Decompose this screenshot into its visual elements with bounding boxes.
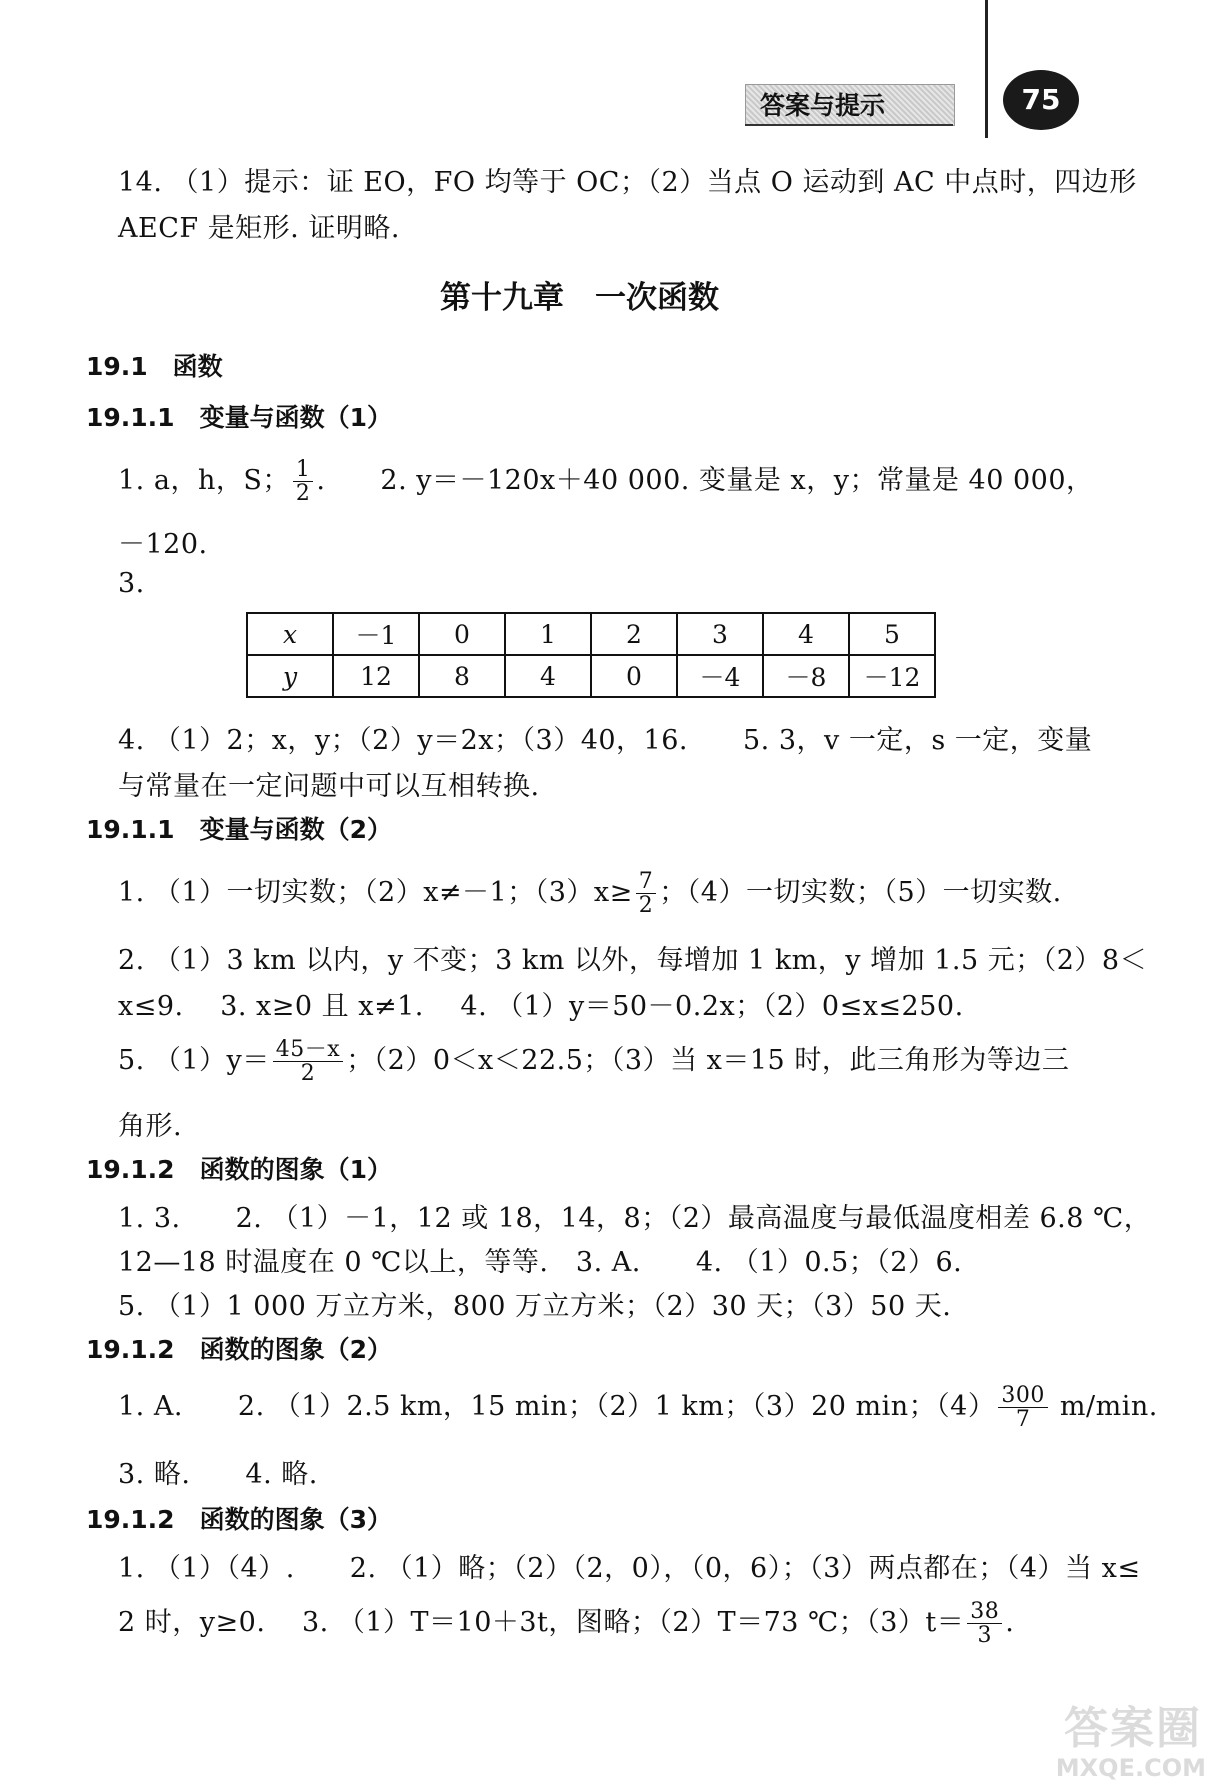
table-cell: 3 (677, 613, 763, 655)
watermark-top-text: 答案圈 (1064, 1703, 1202, 1754)
section-19-1-1a-title: 19.1.1 变量与函数（1） (86, 403, 392, 432)
chapter-title: 第十九章 一次函数 (440, 280, 719, 316)
fraction (636, 870, 657, 917)
table-cell: 0 (591, 655, 677, 697)
fraction-denominator: 2 (638, 893, 654, 919)
answer-line: 与常量在一定问题中可以互相转换. (118, 771, 540, 802)
table-cell: 5 (849, 613, 935, 655)
answer-line: 角形. (118, 1111, 183, 1142)
answer-line: －120. (118, 529, 208, 560)
answer-line: x≤9. 3. x≥0 且 x≠1. 4. （1）y＝50－0.2x；（2）0≤x≤250. (118, 991, 964, 1022)
table-cell: 12 (333, 655, 419, 697)
page-number-badge: 75 (1003, 70, 1079, 130)
fraction-numerator: 1 (293, 458, 314, 482)
section-19-1-title: 19.1 函数 (86, 352, 223, 381)
table-cell: 4 (505, 655, 591, 697)
fraction-numerator: 38 (967, 1600, 1002, 1624)
fraction-denominator: 3 (977, 1623, 993, 1649)
table-cell: 4 (763, 613, 849, 655)
answer-text: 1. a，h，S； (118, 465, 290, 497)
answer-line: 3. 略. 4. 略. (118, 1459, 318, 1490)
answer-text: ；（4）一切实数；（5）一切实数. (659, 877, 1062, 909)
table-cell: －12 (849, 655, 935, 697)
q14-line1: 14. （1）提示：证 EO，FO 均等于 OC；（2）当点 O 运动到 AC 中点时，四边形 (118, 167, 1137, 198)
table-cell: y (247, 655, 333, 697)
fraction-numerator: 300 (998, 1384, 1048, 1408)
answer-line (118, 870, 1062, 917)
answer-line (118, 1038, 1069, 1085)
table-cell: －4 (677, 655, 763, 697)
fraction-numerator: 7 (636, 870, 657, 894)
fraction (998, 1384, 1048, 1431)
fraction-numerator: 45－x (273, 1038, 343, 1062)
answer-line: 5. （1）1 000 万立方米，800 万立方米；（2）30 天；（3）50 天. (118, 1291, 952, 1322)
header-underline (745, 124, 953, 126)
table-row (247, 613, 935, 655)
answer-line (118, 1600, 1014, 1647)
table-cell: －8 (763, 655, 849, 697)
answer-line: 2. （1）3 km 以内，y 不变；3 km 以外，每增加 1 km，y 增加 1.5 元；（2）8＜ (118, 945, 1148, 976)
header-vertical-rule (985, 0, 988, 138)
table-cell: x (247, 613, 333, 655)
watermark-logo (1012, 1688, 1212, 1784)
answer-text: 1. A. 2. （1）2.5 km，15 min；（2）1 km；（3）20 min；（4） (118, 1391, 996, 1423)
watermark-bottom-text: MXQE.COM (1055, 1754, 1206, 1782)
table-cell: 8 (419, 655, 505, 697)
answer-line: 3. (118, 568, 145, 599)
table-cell: 1 (505, 613, 591, 655)
header-section-tab: 答案与提示 (760, 91, 886, 120)
value-table (246, 612, 936, 698)
answer-line (118, 458, 1094, 505)
answer-text: . 2. y＝－120x＋40 000. 变量是 x，y；常量是 40 000， (316, 465, 1094, 497)
answer-line: 1. （1）（4）. 2. （1）略；（2）（2，0），（0，6）；（3）两点都在；（4）当 x≤ (118, 1553, 1141, 1584)
table-row (247, 655, 935, 697)
answer-text: 2 时，y≥0. 3. （1）T＝10＋3t，图略；（2）T＝73 ℃；（3）t＝ (118, 1607, 965, 1639)
answer-line: 4. （1）2；x，y；（2）y＝2x；（3）40，16. 5. 3，v 一定，s 一定，变量 (118, 725, 1093, 756)
fraction-denominator: 2 (300, 1061, 316, 1087)
answer-text: ；（2）0＜x＜22.5；（3）当 x＝15 时，此三角形为等边三 (346, 1045, 1070, 1077)
fraction-denominator: 2 (295, 481, 311, 507)
section-19-1-2b-title: 19.1.2 函数的图象（2） (86, 1335, 392, 1364)
fraction (293, 458, 314, 505)
answer-line: 1. 3. 2. （1）－1，12 或 18，14，8；（2）最高温度与最低温度相差 6.8 ℃， (118, 1203, 1152, 1234)
fraction (967, 1600, 1002, 1647)
section-19-1-1b-title: 19.1.1 变量与函数（2） (86, 815, 392, 844)
answer-text: m/min. (1050, 1391, 1158, 1423)
fraction-denominator: 7 (1015, 1407, 1031, 1433)
table-cell: －1 (333, 613, 419, 655)
table-cell: 2 (591, 613, 677, 655)
table-cell: 0 (419, 613, 505, 655)
answer-line: 12—18 时温度在 0 ℃以上，等等. 3. A. 4. （1）0.5；（2）6. (118, 1247, 963, 1278)
answer-line (118, 1384, 1158, 1431)
answer-text: 5. （1）y＝ (118, 1045, 270, 1077)
section-19-1-2a-title: 19.1.2 函数的图象（1） (86, 1155, 392, 1184)
fraction (273, 1038, 343, 1085)
section-19-1-2c-title: 19.1.2 函数的图象（3） (86, 1505, 392, 1534)
answer-text: . (1005, 1607, 1015, 1639)
q14-line2: AECF 是矩形. 证明略. (118, 213, 400, 244)
answer-text: 1. （1）一切实数；（2）x≠－1；（3）x≥ (118, 877, 633, 909)
